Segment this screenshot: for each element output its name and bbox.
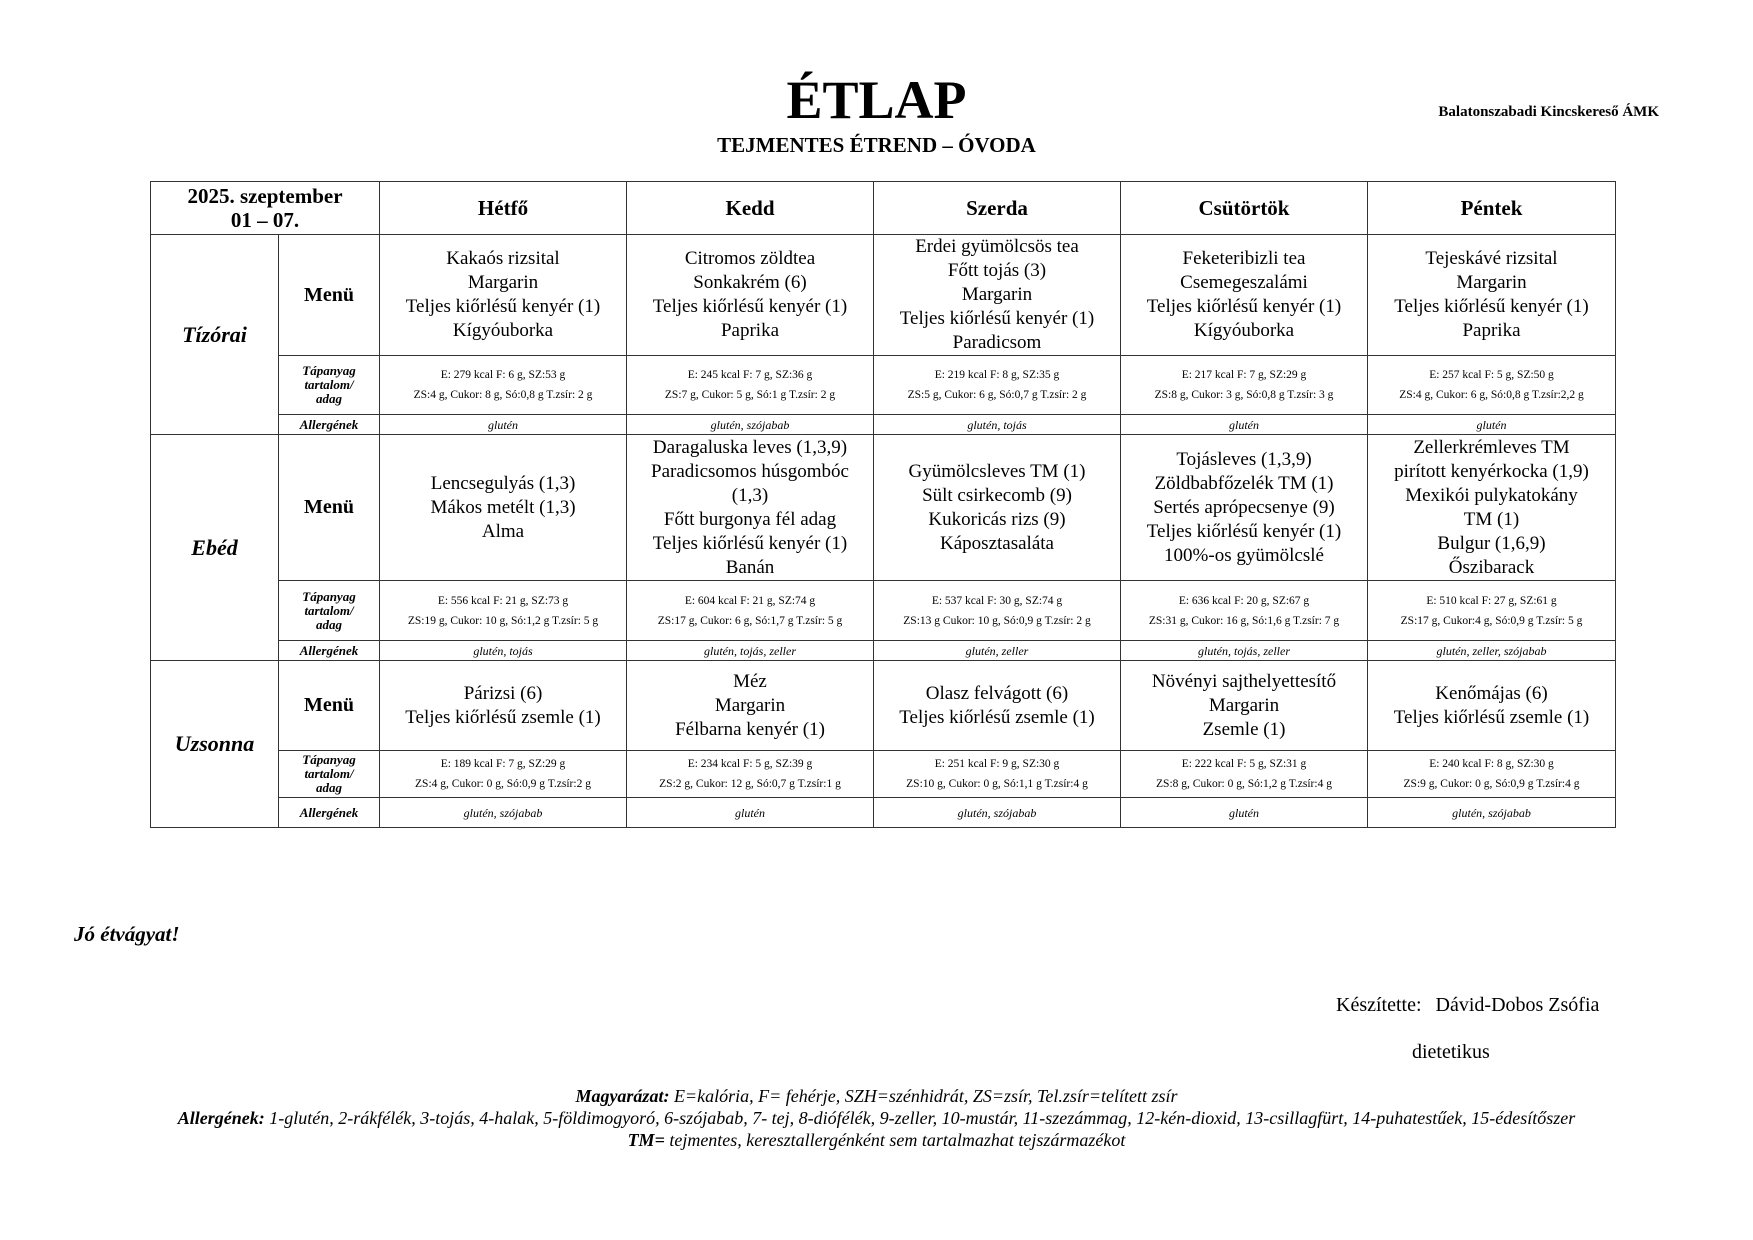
menu-item: Csemegeszalámi bbox=[1180, 272, 1308, 293]
nutrition-row bbox=[151, 751, 1616, 798]
menu-item: Olasz felvágott (6) bbox=[925, 682, 1069, 704]
nutrition-label-line: tartalom/ bbox=[304, 766, 354, 781]
nutrition-line: E: 251 kcal F: 9 g, SZ:30 g bbox=[934, 758, 1060, 770]
date-line: 2025. szeptember bbox=[187, 184, 343, 208]
nutrition-row bbox=[151, 356, 1616, 415]
allergen-cell: glutén bbox=[627, 798, 874, 828]
nutrition-cell bbox=[627, 751, 874, 798]
menu-cell bbox=[627, 235, 874, 356]
nutrition-cell bbox=[874, 581, 1121, 641]
nutrition-line: E: 222 kcal F: 5 g, SZ:31 g bbox=[1181, 758, 1307, 770]
menu-cell bbox=[1121, 235, 1368, 356]
nutrition-line: ZS:5 g, Cukor: 6 g, Só:0,7 g T.zsír: 2 g bbox=[907, 389, 1087, 401]
row-label-nutrition bbox=[279, 356, 380, 415]
menu-item: Daragaluska leves (1,3,9) bbox=[652, 436, 848, 458]
menu-cell bbox=[1121, 661, 1368, 751]
day-header: Szerda bbox=[874, 182, 1121, 235]
menu-cell bbox=[874, 435, 1121, 581]
menu-cell bbox=[874, 661, 1121, 751]
menu-item: Paradicsomos húsgombóc bbox=[651, 460, 849, 482]
menu-item: Erdei gyümölcsös tea bbox=[915, 236, 1079, 257]
legend-line bbox=[100, 1085, 1653, 1107]
nutrition-line: ZS:13 g Cukor: 10 g, Só:0,9 g T.zsír: 2 g bbox=[903, 614, 1091, 627]
menu-item: Őszibarack bbox=[1448, 556, 1535, 578]
menu-cell bbox=[627, 661, 874, 751]
menu-item: Tojásleves (1,3,9) bbox=[1176, 448, 1312, 470]
date-range bbox=[151, 182, 380, 235]
nutrition-line: ZS:31 g, Cukor: 16 g, Só:1,6 g T.zsír: 7 g bbox=[1148, 614, 1340, 627]
nutrition-label-line: adag bbox=[316, 780, 342, 795]
nutrition-line: E: 636 kcal F: 20 g, SZ:67 g bbox=[1178, 594, 1310, 607]
menu-item: Paradicsom bbox=[952, 332, 1042, 353]
nutrition-label-line: tartalom/ bbox=[304, 377, 354, 392]
menu-cell bbox=[1368, 235, 1616, 356]
allergen-cell: glutén, zeller, szójabab bbox=[1368, 641, 1616, 661]
allergen-cell: glutén, szójabab bbox=[380, 798, 627, 828]
page-subtitle: TEJMENTES ÉTREND – ÓVODA bbox=[717, 133, 1036, 157]
allergen-cell: glutén bbox=[1121, 798, 1368, 828]
row-label-menu: Menü bbox=[279, 661, 380, 751]
nutrition-line: E: 240 kcal F: 8 g, SZ:30 g bbox=[1429, 758, 1554, 770]
nutrition-line: E: 510 kcal F: 27 g, SZ:61 g bbox=[1426, 594, 1557, 607]
menu-item: Sertés aprópecsenye (9) bbox=[1153, 496, 1335, 518]
nutrition-label-line: tartalom/ bbox=[304, 602, 354, 618]
legend-text: 1-glutén, 2-rákfélék, 3-tojás, 4-halak, 5-földimogyoró, 6-szójabab, 7- tej, 8-diófélék, 9-zeller, 10-mustár, 11-szezámmag, 12-kén-dioxid, 13-csillagfürt, 14-puhatestűek, 15-édesítőszer bbox=[264, 1108, 1576, 1128]
nutrition-line: E: 189 kcal F: 7 g, SZ:29 g bbox=[440, 758, 566, 770]
menu-item: (1,3) bbox=[731, 484, 769, 506]
menu-item: Zöldbabfőzelék TM (1) bbox=[1154, 472, 1334, 494]
allergen-cell: glutén, tojás bbox=[380, 641, 627, 661]
legend bbox=[100, 1085, 1653, 1151]
menu-item: Káposztasaláta bbox=[940, 532, 1054, 554]
nutrition-label-line: adag bbox=[316, 391, 342, 406]
menu-item: Félbarna kenyér (1) bbox=[675, 718, 825, 740]
menu-item: Főtt burgonya fél adag bbox=[663, 508, 837, 530]
nutrition-line: E: 537 kcal F: 30 g, SZ:74 g bbox=[931, 594, 1063, 607]
menu-item: Bulgur (1,6,9) bbox=[1437, 532, 1546, 554]
menu-item: Kukoricás rizs (9) bbox=[928, 508, 1066, 530]
menu-item: Margarin bbox=[1456, 272, 1527, 293]
nutrition-label-line: Tápanyag bbox=[302, 588, 356, 604]
menu-item: Mexikói pulykatokány bbox=[1405, 484, 1578, 506]
day-header: Kedd bbox=[627, 182, 874, 235]
menu-item: Zsemle (1) bbox=[1202, 718, 1286, 740]
meal-name: Uzsonna bbox=[151, 661, 279, 828]
nutrition-line: ZS:7 g, Cukor: 5 g, Só:1 g T.zsír: 2 g bbox=[664, 389, 836, 401]
nutrition-cell bbox=[380, 751, 627, 798]
menu-item: Zellerkrémleves TM bbox=[1413, 436, 1570, 458]
menu-cell bbox=[874, 235, 1121, 356]
menu-item: Kígyóuborka bbox=[1193, 320, 1295, 341]
row-label-nutrition bbox=[279, 751, 380, 798]
allergen-cell: glutén, tojás bbox=[874, 415, 1121, 435]
nutrition-cell bbox=[874, 751, 1121, 798]
menu-item: Kígyóuborka bbox=[452, 320, 554, 341]
menu-item: Teljes kiőrlésű zsemle (1) bbox=[1393, 706, 1590, 728]
menu-item: Kenőmájas (6) bbox=[1435, 682, 1548, 704]
nutrition-row bbox=[151, 581, 1616, 641]
menu-item: Feketeribizli tea bbox=[1182, 248, 1306, 269]
menu-item: Teljes kiőrlésű kenyér (1) bbox=[405, 296, 601, 317]
institution-name: Balatonszabadi Kincskereső ÁMK bbox=[1438, 104, 1659, 120]
author-role: dietetikus bbox=[1412, 1041, 1490, 1063]
menu-row bbox=[151, 235, 1616, 356]
menu-item: pirított kenyérkocka (1,9) bbox=[1394, 460, 1589, 482]
allergen-cell: glutén, szójabab bbox=[627, 415, 874, 435]
nutrition-label-line: adag bbox=[316, 616, 342, 632]
menu-item: Főtt tojás (3) bbox=[947, 260, 1047, 281]
page-title: ÉTLAP bbox=[786, 70, 967, 130]
nutrition-line: ZS:4 g, Cukor: 6 g, Só:0,8 g T.zsír:2,2 g bbox=[1399, 389, 1584, 401]
nutrition-line: ZS:17 g, Cukor:4 g, Só:0,9 g T.zsír: 5 g bbox=[1400, 614, 1583, 627]
menu-cell bbox=[627, 435, 874, 581]
day-header: Hétfő bbox=[380, 182, 627, 235]
menu-item: Növényi sajthelyettesítő bbox=[1151, 670, 1337, 692]
menu-item: Citromos zöldtea bbox=[684, 248, 816, 269]
nutrition-line: E: 245 kcal F: 7 g, SZ:36 g bbox=[687, 369, 813, 381]
menu-item: Margarin bbox=[961, 284, 1033, 305]
allergen-cell: glutén, szójabab bbox=[1368, 798, 1616, 828]
day-header: Péntek bbox=[1368, 182, 1616, 235]
menu-item: Teljes kiőrlésű kenyér (1) bbox=[652, 532, 848, 554]
legend-text: tejmentes, keresztallergénként sem tartalmazhat tejszármazékot bbox=[664, 1130, 1126, 1150]
legend-label: TM= bbox=[627, 1130, 665, 1150]
row-label-menu: Menü bbox=[279, 435, 380, 581]
nutrition-line: E: 219 kcal F: 8 g, SZ:35 g bbox=[934, 369, 1060, 381]
nutrition-line: E: 217 kcal F: 7 g, SZ:29 g bbox=[1181, 369, 1307, 381]
menu-item: Paprika bbox=[720, 320, 780, 341]
menu-row bbox=[151, 435, 1616, 581]
allergen-cell: glutén bbox=[380, 415, 627, 435]
menu-item: Teljes kiőrlésű kenyér (1) bbox=[1146, 520, 1342, 542]
greeting: Jó étvágyat! bbox=[74, 922, 180, 946]
nutrition-line: ZS:17 g, Cukor: 6 g, Só:1,7 g T.zsír: 5 g bbox=[657, 614, 843, 627]
nutrition-cell bbox=[627, 356, 874, 415]
nutrition-line: E: 234 kcal F: 5 g, SZ:39 g bbox=[687, 758, 813, 770]
nutrition-cell bbox=[1121, 356, 1368, 415]
menu-item: Sonkakrém (6) bbox=[693, 272, 807, 293]
prepared-label: Készítette: bbox=[1336, 994, 1422, 1016]
row-label-menu: Menü bbox=[279, 235, 380, 356]
nutrition-line: ZS:4 g, Cukor: 8 g, Só:0,8 g T.zsír: 2 g bbox=[413, 389, 593, 401]
legend-label: Magyarázat: bbox=[575, 1086, 670, 1106]
nutrition-cell bbox=[1121, 581, 1368, 641]
menu-cell bbox=[380, 435, 627, 581]
nutrition-line: ZS:19 g, Cukor: 10 g, Só:1,2 g T.zsír: 5 g bbox=[407, 614, 599, 627]
allergen-row bbox=[151, 415, 1616, 435]
meal-name: Ebéd bbox=[151, 435, 279, 661]
menu-item: Méz bbox=[733, 670, 767, 692]
menu-cell bbox=[1368, 435, 1616, 581]
prepared-name: Dávid-Dobos Zsófia bbox=[1435, 994, 1600, 1016]
row-label-nutrition bbox=[279, 581, 380, 641]
nutrition-label-line: Tápanyag bbox=[302, 363, 356, 378]
menu-cell bbox=[380, 661, 627, 751]
nutrition-cell bbox=[1368, 751, 1616, 798]
menu-item: Tejeskávé rizsital bbox=[1425, 248, 1558, 269]
allergen-row bbox=[151, 641, 1616, 661]
allergen-row bbox=[151, 798, 1616, 828]
allergen-cell: glutén bbox=[1121, 415, 1368, 435]
menu-item: Margarin bbox=[714, 694, 786, 716]
allergen-cell: glutén bbox=[1368, 415, 1616, 435]
day-header: Csütörtök bbox=[1121, 182, 1368, 235]
legend-label: Allergének: bbox=[177, 1108, 265, 1128]
prepared-by bbox=[1336, 994, 1599, 1017]
menu-item: Teljes kiőrlésű kenyér (1) bbox=[1146, 296, 1342, 317]
nutrition-cell bbox=[627, 581, 874, 641]
menu-item: Teljes kiőrlésű kenyér (1) bbox=[652, 296, 848, 317]
nutrition-cell bbox=[1121, 751, 1368, 798]
nutrition-cell bbox=[1368, 581, 1616, 641]
legend-line bbox=[100, 1107, 1653, 1129]
nutrition-label-line: Tápanyag bbox=[302, 752, 356, 767]
menu-item: Teljes kiőrlésű zsemle (1) bbox=[899, 706, 1095, 728]
menu-cell bbox=[1121, 435, 1368, 581]
menu-item: Gyümölcsleves TM (1) bbox=[908, 460, 1086, 482]
nutrition-cell bbox=[874, 356, 1121, 415]
nutrition-line: ZS:10 g, Cukor: 0 g, Só:1,1 g T.zsír:4 g bbox=[906, 778, 1088, 790]
legend-text: E=kalória, F= fehérje, SZH=szénhidrát, ZS=zsír, Tel.zsír=telített zsír bbox=[669, 1086, 1178, 1106]
menu-item: Teljes kiőrlésű kenyér (1) bbox=[899, 308, 1095, 329]
menu-item: Párizsi (6) bbox=[463, 682, 543, 704]
date-line: 01 – 07. bbox=[230, 208, 300, 232]
legend-line bbox=[100, 1129, 1653, 1151]
menu-item: Sült csirkecomb (9) bbox=[922, 484, 1072, 506]
allergen-cell: glutén, zeller bbox=[874, 641, 1121, 661]
menu-item: 100%-os gyümölcslé bbox=[1164, 544, 1324, 566]
nutrition-line: E: 556 kcal F: 21 g, SZ:73 g bbox=[437, 594, 569, 607]
nutrition-line: ZS:9 g, Cukor: 0 g, Só:0,9 g T.zsír:4 g bbox=[1403, 778, 1580, 790]
row-label-allergens: Allergének bbox=[279, 415, 380, 435]
menu-cell bbox=[1368, 661, 1616, 751]
menu-item: Mákos metélt (1,3) bbox=[430, 496, 576, 518]
menu-item: Teljes kiőrlésű zsemle (1) bbox=[405, 706, 601, 728]
nutrition-line: E: 604 kcal F: 21 g, SZ:74 g bbox=[684, 594, 816, 607]
meal-name: Tízórai bbox=[151, 235, 279, 435]
menu-table bbox=[150, 181, 1616, 828]
menu-item: TM (1) bbox=[1463, 508, 1520, 530]
allergen-cell: glutén, szójabab bbox=[874, 798, 1121, 828]
allergen-cell: glutén, tojás, zeller bbox=[627, 641, 874, 661]
nutrition-line: E: 257 kcal F: 5 g, SZ:50 g bbox=[1429, 369, 1554, 381]
nutrition-cell bbox=[380, 581, 627, 641]
menu-item: Alma bbox=[481, 520, 525, 542]
menu-item: Margarin bbox=[467, 272, 539, 293]
menu-item: Lencsegulyás (1,3) bbox=[430, 472, 576, 494]
nutrition-cell bbox=[380, 356, 627, 415]
menu-cell bbox=[380, 235, 627, 356]
menu-item: Teljes kiőrlésű kenyér (1) bbox=[1394, 296, 1589, 317]
table-header-row bbox=[151, 182, 1616, 235]
nutrition-line: ZS:4 g, Cukor: 0 g, Só:0,9 g T.zsír:2 g bbox=[415, 778, 591, 790]
row-label-allergens: Allergének bbox=[279, 641, 380, 661]
nutrition-line: ZS:8 g, Cukor: 0 g, Só:1,2 g T.zsír:4 g bbox=[1156, 778, 1332, 790]
row-label-allergens: Allergének bbox=[279, 798, 380, 828]
menu-item: Paprika bbox=[1462, 320, 1521, 341]
menu-item: Kakaós rizsital bbox=[446, 248, 560, 269]
nutrition-cell bbox=[1368, 356, 1616, 415]
nutrition-line: ZS:2 g, Cukor: 12 g, Só:0,7 g T.zsír:1 g bbox=[659, 778, 841, 790]
nutrition-line: ZS:8 g, Cukor: 3 g, Só:0,8 g T.zsír: 3 g bbox=[1154, 389, 1334, 401]
menu-row bbox=[151, 661, 1616, 751]
nutrition-line: E: 279 kcal F: 6 g, SZ:53 g bbox=[440, 369, 566, 381]
menu-item: Banán bbox=[725, 556, 775, 578]
menu-item: Margarin bbox=[1208, 694, 1280, 716]
allergen-cell: glutén, tojás, zeller bbox=[1121, 641, 1368, 661]
